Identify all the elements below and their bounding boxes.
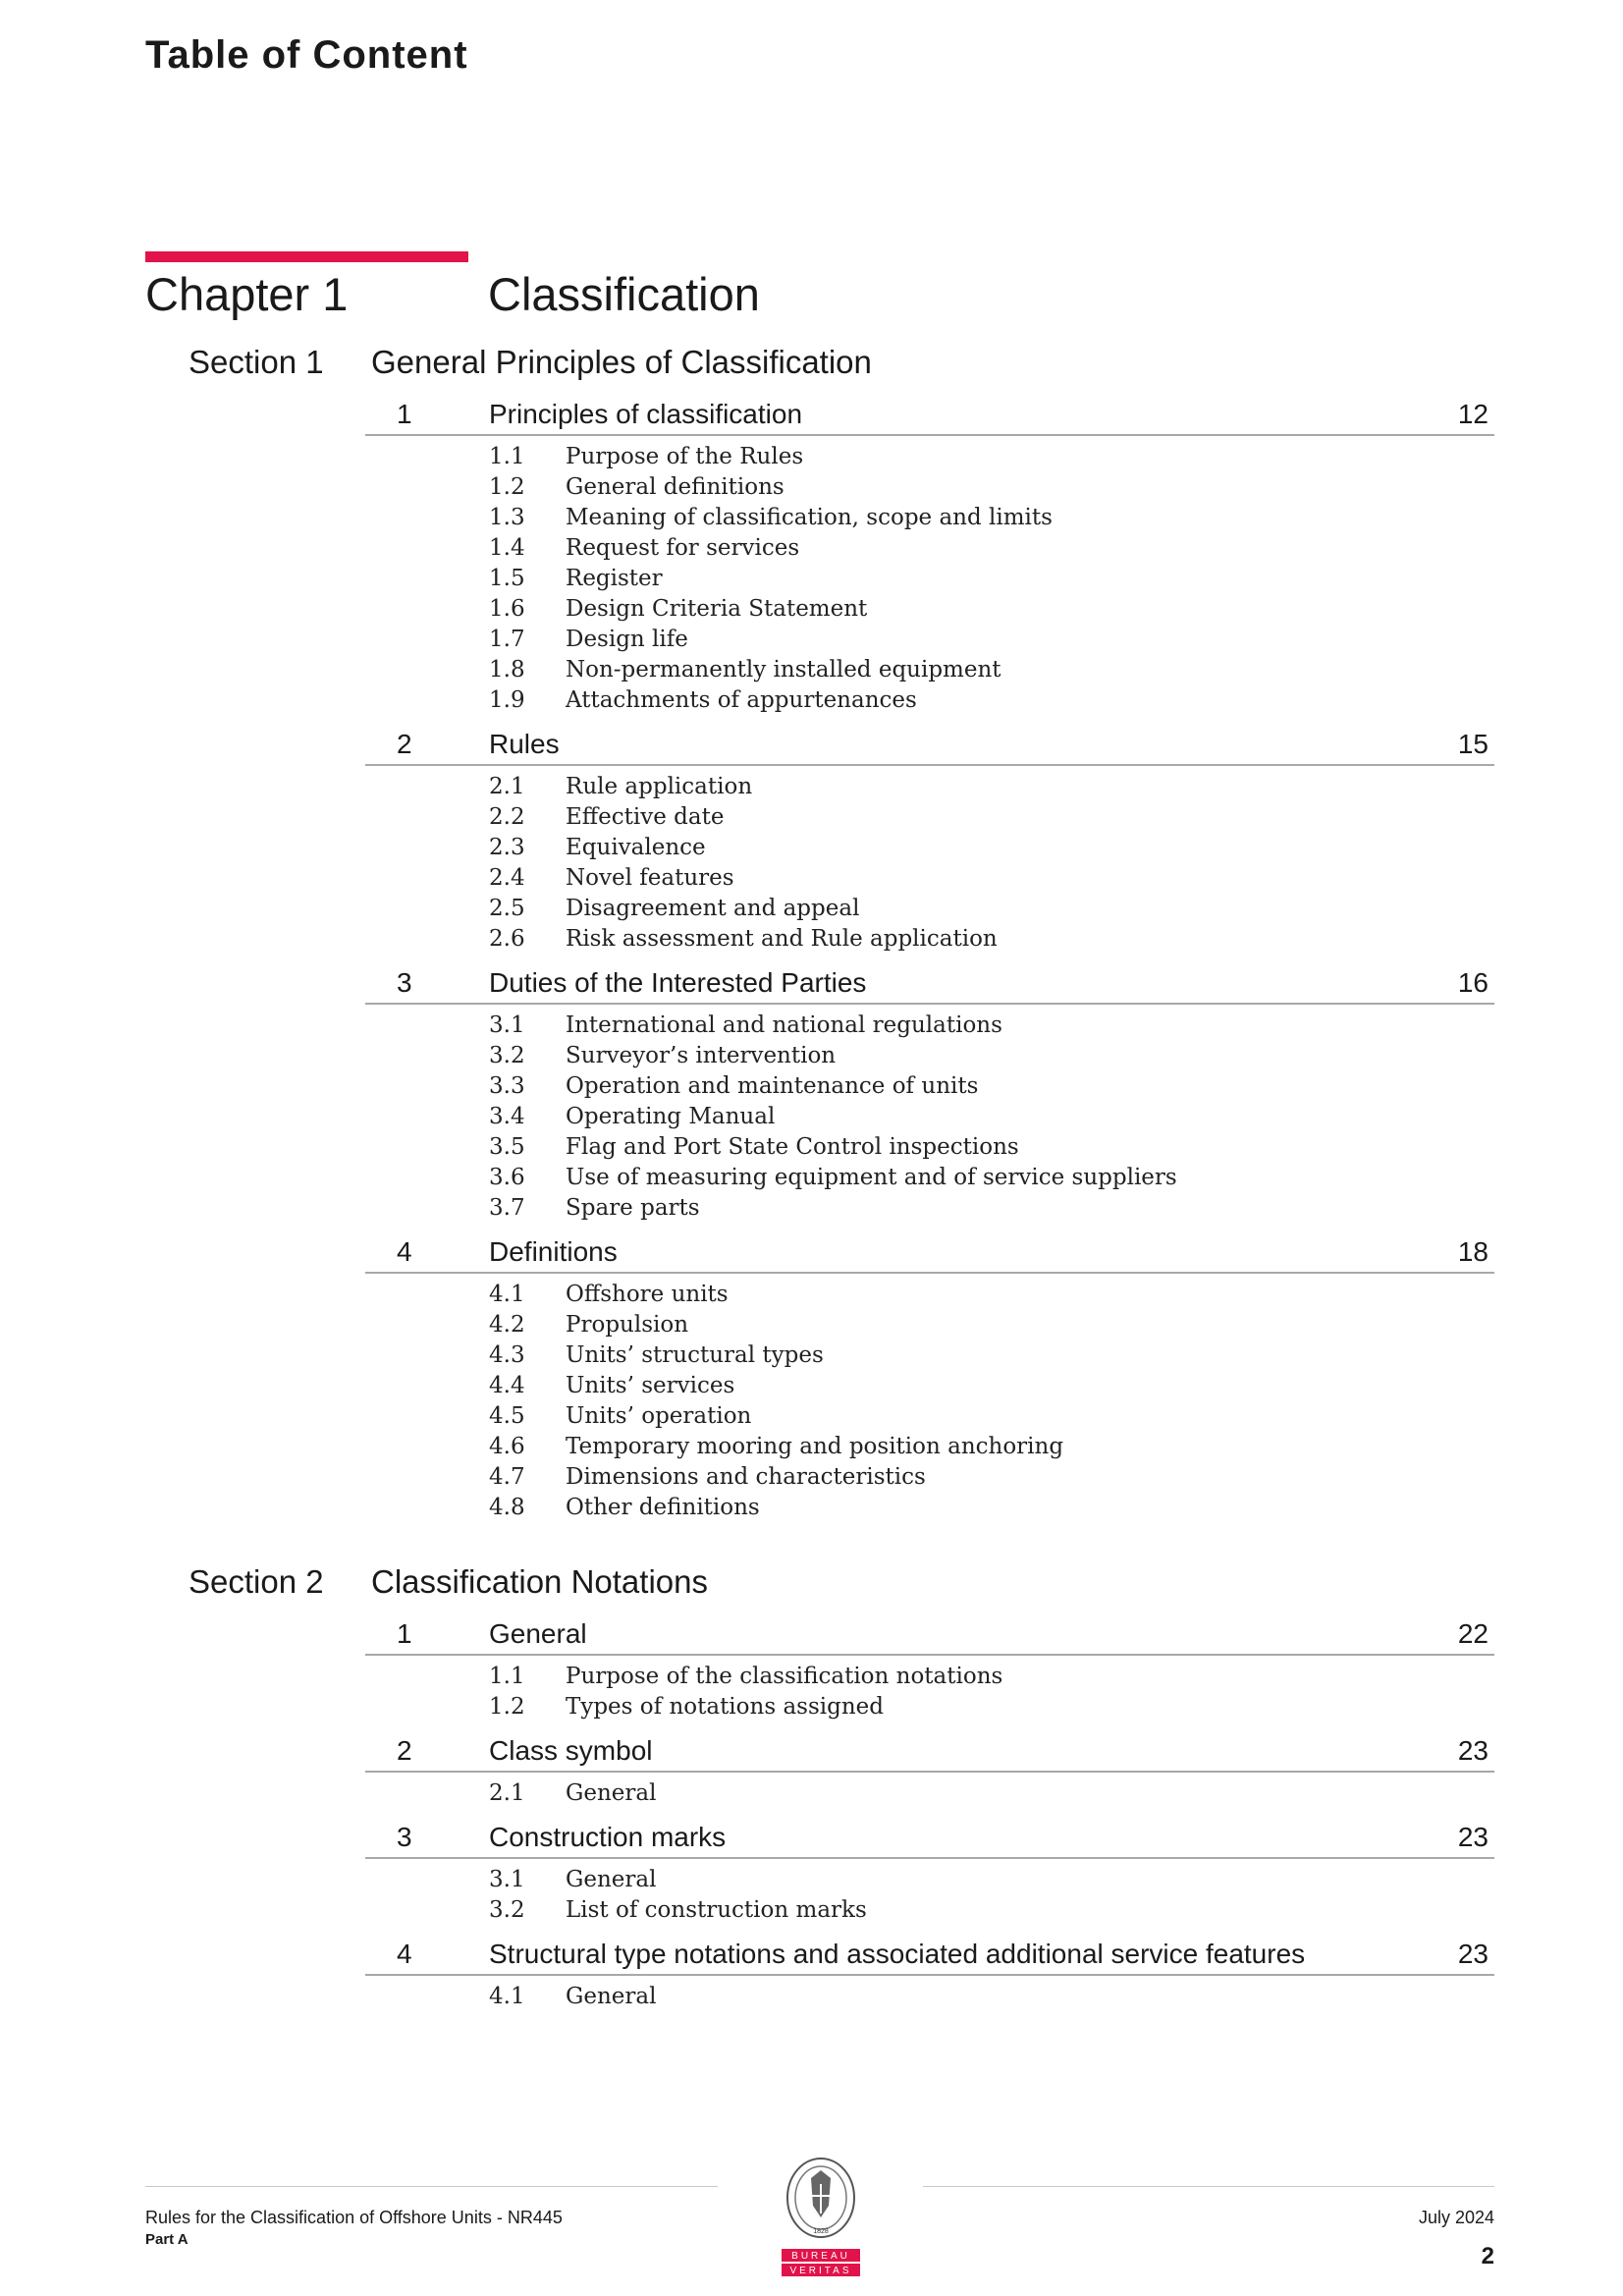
toc-section xyxy=(0,338,1623,1532)
subsection-item xyxy=(0,1279,1623,1309)
article-title: Definitions xyxy=(489,1236,618,1267)
subsection-number: 2.2 xyxy=(489,804,525,830)
subsection-list xyxy=(0,1274,1623,1532)
subsection-list xyxy=(0,1976,1623,2021)
subsection-list xyxy=(0,1005,1623,1232)
article-heading xyxy=(365,395,1494,436)
subsection-item xyxy=(0,1010,1623,1040)
subsection-item xyxy=(0,593,1623,624)
subsection-number: 4.5 xyxy=(489,1403,525,1429)
toc-article xyxy=(0,1614,1623,1731)
subsection-number: 1.1 xyxy=(489,1664,525,1689)
article-number: 2 xyxy=(397,1735,412,1766)
subsection-title: Flag and Port State Control inspections xyxy=(566,1134,1019,1160)
subsection-title: Operation and maintenance of units xyxy=(566,1073,979,1099)
subsection-number: 4.6 xyxy=(489,1434,525,1459)
subsection-title: Novel features xyxy=(566,865,734,891)
subsection-number: 2.1 xyxy=(489,774,525,799)
chapter-accent-bar xyxy=(145,251,468,262)
subsection-title: General xyxy=(566,1984,657,2009)
footer-date: July 2024 xyxy=(1418,2208,1494,2227)
article-title: Principles of classification xyxy=(489,399,803,429)
logo-text-top: BUREAU xyxy=(791,2251,850,2262)
subsection-item xyxy=(0,801,1623,832)
subsection-item xyxy=(0,832,1623,862)
subsection-item xyxy=(0,1492,1623,1522)
subsection-item xyxy=(0,1070,1623,1101)
subsection-list xyxy=(0,1859,1623,1935)
subsection-number: 4.7 xyxy=(489,1464,525,1490)
bureau-veritas-logo xyxy=(772,2157,870,2279)
subsection-item xyxy=(0,771,1623,801)
article-heading xyxy=(365,1818,1494,1859)
subsection-title: General xyxy=(566,1867,657,1892)
toc-article xyxy=(0,1731,1623,1818)
toc-article xyxy=(0,395,1623,725)
toc-article xyxy=(0,1935,1623,2021)
subsection-number: 3.2 xyxy=(489,1897,525,1923)
subsection-title: Design life xyxy=(566,627,688,652)
article-page-number: 12 xyxy=(1457,399,1488,429)
subsection-title: Propulsion xyxy=(566,1312,689,1338)
section-heading xyxy=(0,338,1623,395)
table-of-contents xyxy=(0,338,1623,2021)
subsection-number: 1.2 xyxy=(489,1694,525,1720)
subsection-number: 2.1 xyxy=(489,1780,525,1806)
subsection-number: 2.6 xyxy=(489,926,525,952)
subsection-title: Equivalence xyxy=(566,835,706,860)
subsection-number: 4.1 xyxy=(489,1282,525,1307)
article-number: 2 xyxy=(397,729,412,759)
chapter-title: Classification xyxy=(488,268,760,320)
subsection-number: 4.8 xyxy=(489,1495,525,1520)
toc-article xyxy=(0,725,1623,963)
subsection-number: 2.4 xyxy=(489,865,525,891)
article-page-number: 23 xyxy=(1457,1735,1488,1766)
section-label: Section 2 xyxy=(189,1563,324,1600)
subsection-item xyxy=(0,893,1623,923)
subsection-item xyxy=(0,1339,1623,1370)
subsection-item xyxy=(0,684,1623,715)
subsection-item xyxy=(0,1431,1623,1461)
footer-document-title: Rules for the Classification of Offshore Units - NR445 xyxy=(145,2208,563,2227)
article-heading xyxy=(365,1935,1494,1976)
section-heading xyxy=(0,1558,1623,1614)
subsection-item xyxy=(0,1777,1623,1808)
logo-year: 1828 xyxy=(813,2228,829,2235)
article-title: Construction marks xyxy=(489,1822,727,1852)
article-number: 4 xyxy=(397,1236,412,1267)
subsection-title: List of construction marks xyxy=(566,1897,867,1923)
subsection-number: 1.6 xyxy=(489,596,525,622)
subsection-number: 1.9 xyxy=(489,687,525,713)
subsection-number: 1.5 xyxy=(489,566,525,591)
subsection-item xyxy=(0,471,1623,502)
subsection-title: Surveyor’s intervention xyxy=(566,1043,837,1068)
subsection-title: Disagreement and appeal xyxy=(566,896,860,921)
subsection-item xyxy=(0,563,1623,593)
article-page-number: 22 xyxy=(1457,1618,1488,1649)
article-number: 1 xyxy=(397,1618,412,1649)
subsection-title: Purpose of the Rules xyxy=(566,444,804,469)
article-heading xyxy=(365,1232,1494,1274)
subsection-item xyxy=(0,862,1623,893)
subsection-number: 2.5 xyxy=(489,896,525,921)
subsection-number: 1.7 xyxy=(489,627,525,652)
subsection-item xyxy=(0,1309,1623,1339)
subsection-number: 3.2 xyxy=(489,1043,525,1068)
subsection-title: Attachments of appurtenances xyxy=(566,687,917,713)
subsection-item xyxy=(0,1461,1623,1492)
subsection-number: 1.3 xyxy=(489,505,525,530)
subsection-item xyxy=(0,1040,1623,1070)
subsection-number: 3.1 xyxy=(489,1867,525,1892)
subsection-item xyxy=(0,1162,1623,1192)
subsection-item xyxy=(0,1192,1623,1223)
chapter-label: Chapter 1 xyxy=(145,268,349,320)
subsection-title: Units’ services xyxy=(566,1373,735,1398)
toc-article xyxy=(0,1818,1623,1935)
subsection-item xyxy=(0,1131,1623,1162)
subsection-item xyxy=(0,1691,1623,1722)
article-page-number: 15 xyxy=(1457,729,1488,759)
subsection-list xyxy=(0,766,1623,963)
article-page-number: 23 xyxy=(1457,1822,1488,1852)
subsection-number: 1.8 xyxy=(489,657,525,683)
toc-section xyxy=(0,1558,1623,2021)
subsection-number: 1.2 xyxy=(489,474,525,500)
subsection-item xyxy=(0,1400,1623,1431)
subsection-title: Risk assessment and Rule application xyxy=(566,926,998,952)
subsection-title: General definitions xyxy=(566,474,784,500)
article-page-number: 23 xyxy=(1457,1939,1488,1969)
section-label: Section 1 xyxy=(189,344,324,380)
article-title: Class symbol xyxy=(489,1735,653,1766)
subsection-title: Dimensions and characteristics xyxy=(566,1464,926,1490)
subsection-list xyxy=(0,436,1623,725)
subsection-item xyxy=(0,1864,1623,1894)
subsection-list xyxy=(0,1656,1623,1731)
subsection-list xyxy=(0,1773,1623,1818)
subsection-item xyxy=(0,1661,1623,1691)
section-title: Classification Notations xyxy=(371,1563,708,1600)
article-number: 3 xyxy=(397,967,412,998)
subsection-item xyxy=(0,532,1623,563)
subsection-title: Design Criteria Statement xyxy=(566,596,868,622)
subsection-title: Effective date xyxy=(566,804,725,830)
subsection-item xyxy=(0,1981,1623,2011)
subsection-item xyxy=(0,923,1623,954)
footer-divider-left xyxy=(145,2186,718,2187)
article-number: 1 xyxy=(397,399,412,429)
toc-article xyxy=(0,963,1623,1232)
subsection-title: Meaning of classification, scope and limits xyxy=(566,505,1053,530)
article-number: 3 xyxy=(397,1822,412,1852)
article-heading xyxy=(365,1731,1494,1773)
toc-article xyxy=(0,1232,1623,1532)
subsection-number: 3.1 xyxy=(489,1012,525,1038)
subsection-number: 4.1 xyxy=(489,1984,525,2009)
subsection-title: Register xyxy=(566,566,663,591)
article-number: 4 xyxy=(397,1939,412,1969)
subsection-title: Units’ operation xyxy=(566,1403,752,1429)
subsection-title: Operating Manual xyxy=(566,1104,776,1129)
subsection-number: 3.5 xyxy=(489,1134,525,1160)
subsection-item xyxy=(0,1370,1623,1400)
subsection-number: 4.3 xyxy=(489,1342,525,1368)
subsection-number: 3.6 xyxy=(489,1165,525,1190)
subsection-title: Non-permanently installed equipment xyxy=(566,657,1001,683)
subsection-number: 4.2 xyxy=(489,1312,525,1338)
subsection-title: Other definitions xyxy=(566,1495,760,1520)
subsection-number: 2.3 xyxy=(489,835,525,860)
subsection-title: Spare parts xyxy=(566,1195,700,1221)
subsection-title: Request for services xyxy=(566,535,800,561)
subsection-item xyxy=(0,441,1623,471)
subsection-title: Rule application xyxy=(566,774,753,799)
subsection-number: 3.4 xyxy=(489,1104,525,1129)
subsection-title: Offshore units xyxy=(566,1282,729,1307)
article-title: General xyxy=(489,1618,587,1649)
subsection-title: Purpose of the classification notations xyxy=(566,1664,1003,1689)
subsection-number: 3.7 xyxy=(489,1195,525,1221)
subsection-item xyxy=(0,624,1623,654)
subsection-item xyxy=(0,1894,1623,1925)
subsection-title: Temporary mooring and position anchoring xyxy=(566,1434,1064,1459)
subsection-number: 1.1 xyxy=(489,444,525,469)
article-title: Rules xyxy=(489,729,560,759)
article-heading xyxy=(365,1614,1494,1656)
page-title: Table of Content xyxy=(145,33,468,77)
subsection-number: 3.3 xyxy=(489,1073,525,1099)
article-heading xyxy=(365,963,1494,1005)
subsection-title: General xyxy=(566,1780,657,1806)
subsection-item xyxy=(0,1101,1623,1131)
footer-part: Part A xyxy=(145,2231,189,2248)
article-page-number: 16 xyxy=(1457,967,1488,998)
subsection-title: Use of measuring equipment and of service suppliers xyxy=(566,1165,1177,1190)
subsection-title: Types of notations assigned xyxy=(566,1694,884,1720)
article-title: Duties of the Interested Parties xyxy=(489,967,867,998)
subsection-item xyxy=(0,502,1623,532)
logo-text-bottom: VERITAS xyxy=(789,2266,852,2276)
subsection-number: 1.4 xyxy=(489,535,525,561)
article-heading xyxy=(365,725,1494,766)
footer-divider-right xyxy=(923,2186,1494,2187)
article-page-number: 18 xyxy=(1457,1236,1488,1267)
page-number: 2 xyxy=(1481,2243,1494,2269)
subsection-title: International and national regulations xyxy=(566,1012,1002,1038)
subsection-item xyxy=(0,654,1623,684)
subsection-number: 4.4 xyxy=(489,1373,525,1398)
article-title: Structural type notations and associated additional service features xyxy=(489,1939,1306,1969)
section-title: General Principles of Classification xyxy=(371,344,872,380)
subsection-title: Units’ structural types xyxy=(566,1342,824,1368)
section-spacer xyxy=(0,1532,1623,1558)
